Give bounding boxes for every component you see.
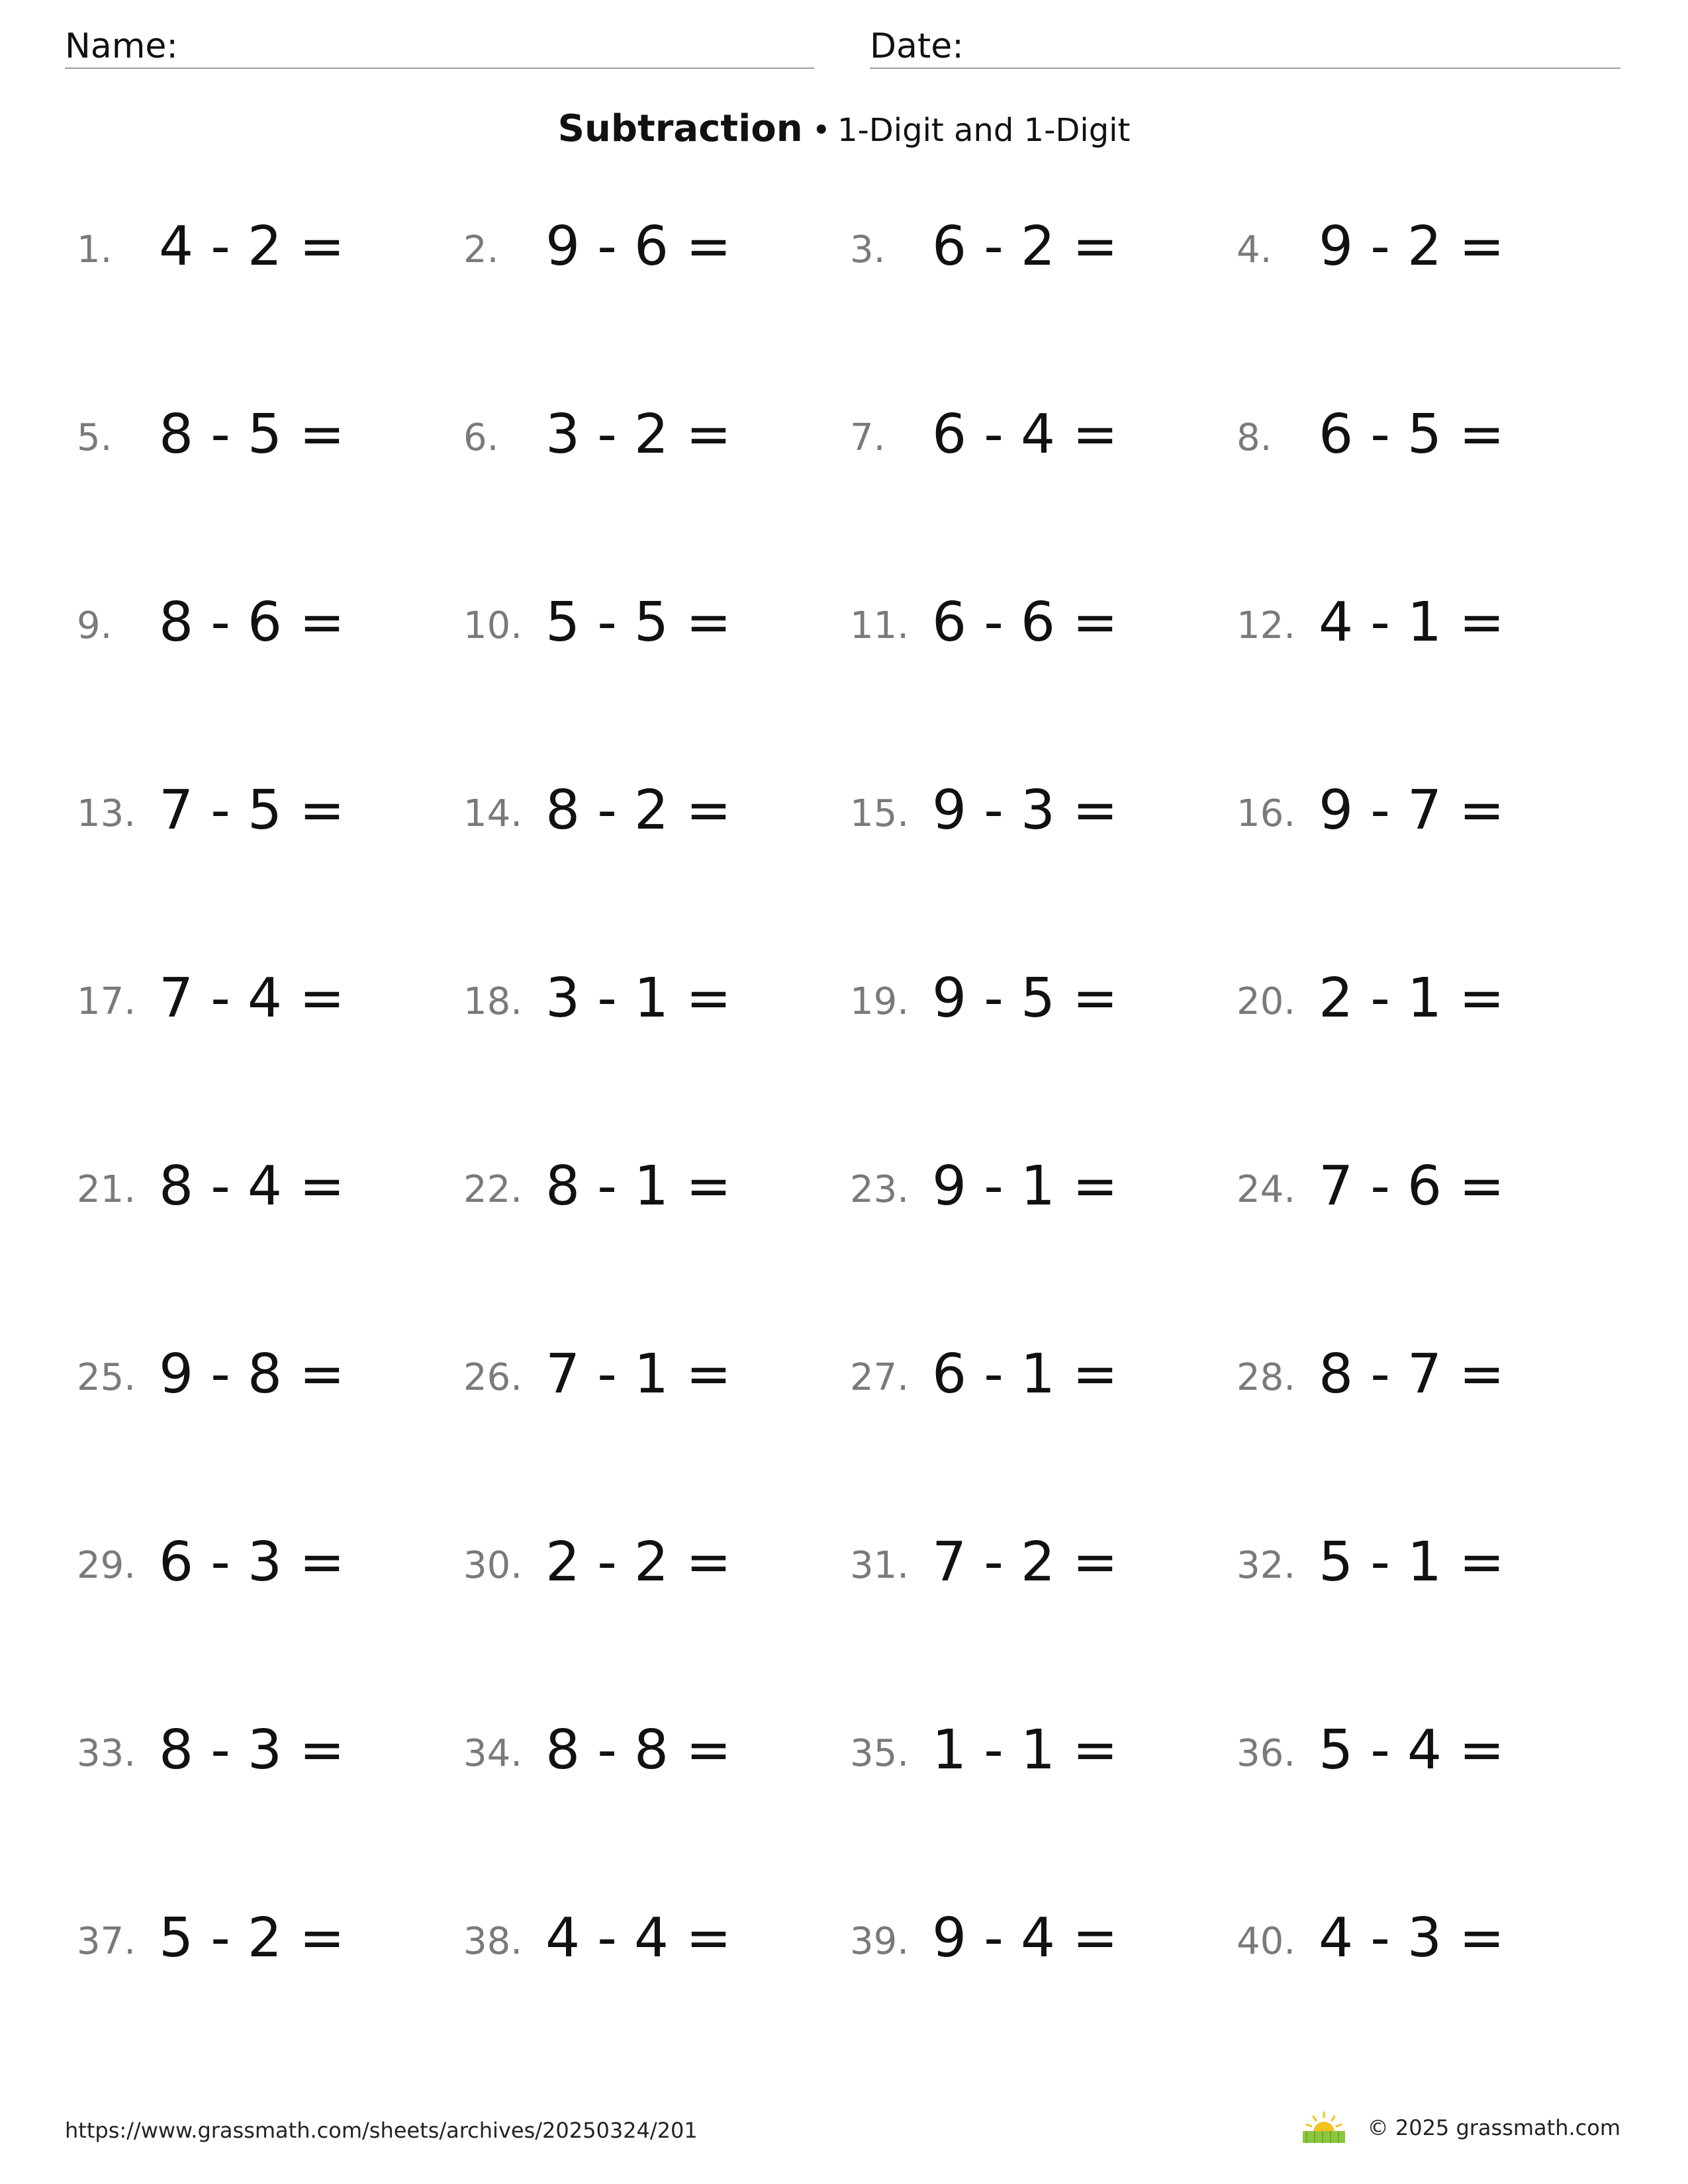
problem-number: 7. (850, 416, 886, 459)
problem-item (1237, 1152, 1607, 1238)
problem-item (850, 964, 1221, 1050)
problem-expression: 9 - 2 = (1319, 215, 1505, 278)
problem-number: 18. (463, 980, 523, 1023)
problem-expression: 8 - 7 = (1319, 1343, 1505, 1406)
problem-expression: 8 - 4 = (159, 1155, 345, 1218)
title-separator: • (812, 112, 831, 149)
problem-number: 5. (77, 416, 113, 459)
problem-item (77, 1903, 447, 1989)
problem-number: 11. (850, 604, 910, 647)
problem-number: 35. (850, 1732, 910, 1775)
problem-item (463, 400, 834, 486)
problem-item (77, 400, 447, 486)
name-field[interactable] (65, 25, 814, 69)
problem-item (77, 1715, 447, 1801)
problem-number: 25. (77, 1356, 136, 1399)
problem-number: 28. (1237, 1356, 1296, 1399)
problem-item (1237, 1527, 1607, 1614)
problem-item (1237, 1340, 1607, 1426)
problem-expression: 8 - 1 = (545, 1155, 731, 1218)
problem-expression: 9 - 1 = (932, 1155, 1118, 1218)
problem-expression: 9 - 3 = (932, 779, 1118, 842)
problem-number: 31. (850, 1544, 910, 1587)
problem-expression: 8 - 5 = (159, 403, 345, 466)
footer-brand (1300, 2111, 1620, 2144)
problem-expression: 7 - 1 = (545, 1343, 731, 1406)
problem-number: 6. (463, 416, 499, 459)
problem-item (850, 212, 1221, 298)
problem-expression: 8 - 8 = (545, 1719, 731, 1782)
problem-item (463, 1715, 834, 1801)
problem-number: 36. (1237, 1732, 1296, 1775)
problem-expression: 8 - 3 = (159, 1719, 345, 1782)
problem-expression: 9 - 8 = (159, 1343, 345, 1406)
problem-expression: 6 - 3 = (159, 1531, 345, 1594)
problem-expression: 8 - 6 = (159, 591, 345, 654)
problem-expression: 6 - 4 = (932, 403, 1118, 466)
problem-item (463, 1903, 834, 1989)
problem-number: 9. (77, 604, 113, 647)
problem-expression: 4 - 2 = (159, 215, 345, 278)
problem-item (850, 1903, 1221, 1989)
problem-item (77, 212, 447, 298)
problem-expression: 5 - 4 = (1319, 1719, 1505, 1782)
worksheet-title (0, 105, 1688, 162)
problem-number: 4. (1237, 228, 1272, 271)
problem-number: 17. (77, 980, 136, 1023)
problem-item (1237, 964, 1607, 1050)
problem-number: 15. (850, 792, 910, 835)
problem-expression: 5 - 1 = (1319, 1531, 1505, 1594)
problem-item (463, 964, 834, 1050)
problem-item (850, 1527, 1221, 1614)
problem-item (1237, 1715, 1607, 1801)
title-main: Subtraction (557, 107, 803, 150)
problem-expression: 7 - 6 = (1319, 1155, 1505, 1218)
problem-number: 24. (1237, 1168, 1296, 1211)
problem-number: 12. (1237, 604, 1296, 647)
problem-item (463, 1527, 834, 1614)
problem-item (77, 964, 447, 1050)
problem-item (77, 1340, 447, 1426)
problem-number: 1. (77, 228, 113, 271)
footer-url: https://www.grassmath.com/sheets/archives/20250324/201 (65, 2118, 698, 2143)
problem-item (463, 776, 834, 862)
problem-expression: 4 - 1 = (1319, 591, 1505, 654)
problem-number: 32. (1237, 1544, 1296, 1587)
problem-number: 14. (463, 792, 523, 835)
problem-number: 16. (1237, 792, 1296, 835)
problem-expression: 9 - 4 = (932, 1907, 1118, 1970)
problem-item (850, 400, 1221, 486)
problem-number: 27. (850, 1356, 910, 1399)
problem-number: 40. (1237, 1920, 1296, 1963)
problem-item (850, 1152, 1221, 1238)
problem-number: 34. (463, 1732, 523, 1775)
problem-expression: 7 - 4 = (159, 967, 345, 1030)
name-label: Name: (65, 26, 178, 66)
date-label: Date: (870, 26, 964, 66)
problem-expression: 5 - 5 = (545, 591, 731, 654)
problem-expression: 6 - 1 = (932, 1343, 1118, 1406)
problem-expression: 4 - 4 = (545, 1907, 731, 1970)
problem-item (463, 212, 834, 298)
problem-expression: 9 - 7 = (1319, 779, 1505, 842)
problem-expression: 7 - 2 = (932, 1531, 1118, 1594)
problem-expression: 6 - 2 = (932, 215, 1118, 278)
problem-number: 30. (463, 1544, 523, 1587)
problem-item (463, 1152, 834, 1238)
problem-number: 3. (850, 228, 886, 271)
problem-item (850, 776, 1221, 862)
problem-expression: 3 - 1 = (545, 967, 731, 1030)
problem-number: 10. (463, 604, 523, 647)
problem-number: 26. (463, 1356, 523, 1399)
problem-item (1237, 588, 1607, 674)
problem-item (77, 776, 447, 862)
problem-item (1237, 212, 1607, 298)
problem-number: 8. (1237, 416, 1272, 459)
problem-item (1237, 400, 1607, 486)
problem-item (463, 1340, 834, 1426)
problem-number: 39. (850, 1920, 910, 1963)
problem-number: 23. (850, 1168, 910, 1211)
problem-item (77, 1152, 447, 1238)
problem-number: 22. (463, 1168, 523, 1211)
problem-number: 19. (850, 980, 910, 1023)
title-subtitle: 1-Digit and 1-Digit (837, 112, 1131, 149)
problem-item (1237, 1903, 1607, 1989)
problem-expression: 2 - 1 = (1319, 967, 1505, 1030)
problem-expression: 2 - 2 = (545, 1531, 731, 1594)
problem-number: 33. (77, 1732, 136, 1775)
problem-number: 13. (77, 792, 136, 835)
problem-item (850, 1715, 1221, 1801)
problem-number: 37. (77, 1920, 136, 1963)
problem-item (850, 588, 1221, 674)
problem-item (463, 588, 834, 674)
problem-number: 20. (1237, 980, 1296, 1023)
problem-expression: 1 - 1 = (932, 1719, 1118, 1782)
problem-item (850, 1340, 1221, 1426)
problem-expression: 4 - 3 = (1319, 1907, 1505, 1970)
footer-copyright: © 2025 grassmath.com (1367, 2115, 1620, 2140)
problem-expression: 9 - 6 = (545, 215, 731, 278)
problem-item (77, 1527, 447, 1614)
problem-number: 21. (77, 1168, 136, 1211)
problem-expression: 6 - 5 = (1319, 403, 1505, 466)
problem-expression: 3 - 2 = (545, 403, 731, 466)
problem-item (1237, 776, 1607, 862)
date-field[interactable] (870, 25, 1620, 69)
problem-grid (0, 212, 1688, 2091)
problem-number: 38. (463, 1920, 523, 1963)
problem-number: 29. (77, 1544, 136, 1587)
problem-item (77, 588, 447, 674)
problem-expression: 6 - 6 = (932, 591, 1118, 654)
sun-over-grass-icon (1300, 2111, 1348, 2144)
problem-expression: 8 - 2 = (545, 779, 731, 842)
problem-number: 2. (463, 228, 499, 271)
problem-expression: 7 - 5 = (159, 779, 345, 842)
problem-expression: 9 - 5 = (932, 967, 1118, 1030)
problem-expression: 5 - 2 = (159, 1907, 345, 1970)
